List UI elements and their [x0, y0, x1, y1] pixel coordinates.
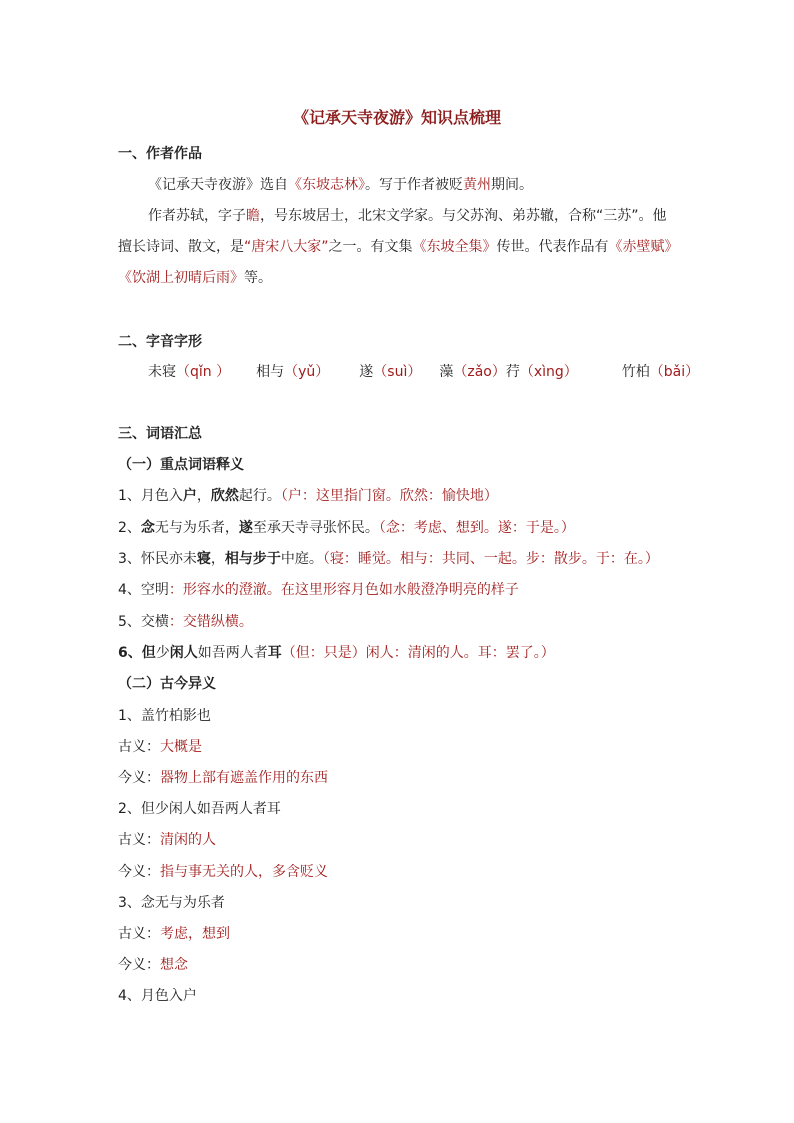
text: 4、	[118, 582, 141, 598]
key-word: 耳	[267, 645, 282, 661]
ancient-modern-title-1: 1、盖竹柏影也	[118, 708, 211, 724]
vocab-row-1	[118, 486, 498, 506]
paragraph-author-line3	[118, 268, 272, 288]
label: 今义：	[118, 957, 160, 973]
document-title: 《记承天寺夜游》知识点梳理	[292, 108, 501, 127]
word: 相与	[256, 364, 285, 380]
key-word: 交横	[140, 614, 169, 630]
text: 擅长诗词、散文，是	[118, 239, 244, 255]
vocab-row-3	[118, 549, 659, 569]
text: 中庭。	[280, 551, 323, 567]
text: ，	[196, 488, 211, 504]
book-title: 《饮湖上初晴后雨》	[118, 270, 244, 286]
key-word: 步于	[252, 551, 281, 567]
section-heading-author: 一、作者作品	[118, 146, 202, 162]
ancient-meaning-1	[118, 737, 202, 757]
text: 。写于作者被贬	[365, 177, 463, 193]
text: 期间。	[491, 177, 533, 193]
text: 传世。代表作品有	[496, 239, 609, 255]
pinyin: （yǔ）	[284, 364, 330, 380]
modern-meaning-3	[118, 955, 188, 975]
explanation: ：形容水的澄澈。在这里形容月色如水般澄净明亮的样子	[168, 582, 519, 598]
text: ，	[210, 551, 225, 567]
meaning: 指与事无关的人，多含贬义	[160, 864, 328, 880]
key-word: 相与	[224, 551, 253, 567]
label: 古义：	[118, 832, 160, 848]
pinyin: （bǎi）	[649, 364, 700, 380]
paragraph-author-line1	[148, 206, 667, 226]
text: 起行。	[238, 488, 281, 504]
vocab-row-6	[118, 643, 555, 663]
book-title: 《东坡志林》	[288, 177, 365, 193]
key-word: 遂	[238, 520, 253, 536]
ancient-modern-title-2: 2、但少闲人如吾两人者耳	[118, 801, 281, 817]
label: 古义：	[118, 926, 160, 942]
text: 如吾两人者	[197, 645, 268, 661]
text: 3、怀民亦未	[118, 551, 197, 567]
key-word: 念	[140, 520, 155, 536]
book-title: 《赤壁赋》	[608, 239, 679, 255]
text: 无与为乐者，	[154, 520, 239, 536]
text: 之一。有文集	[328, 239, 413, 255]
vocab-row-4	[118, 580, 519, 600]
pinyin: （xìng）	[519, 364, 578, 380]
courtesy-name: 瞻	[246, 208, 260, 224]
label: 今义：	[118, 864, 160, 880]
pinyin: （qǐn ）	[176, 364, 231, 380]
meaning: 清闲的人	[160, 832, 216, 848]
section-heading-vocabulary: 三、词语汇总	[118, 426, 202, 442]
section-heading-pronunciation: 二、字音字形	[118, 334, 202, 350]
ancient-modern-title-4: 4、月色入户	[118, 988, 197, 1004]
paragraph-author-line2	[118, 237, 679, 257]
meaning: 器物上部有遮盖作用的东西	[160, 770, 328, 786]
modern-meaning-2	[118, 862, 328, 882]
word: 藻	[439, 364, 454, 380]
text: 5、	[118, 614, 141, 630]
key-word: 空明	[140, 582, 169, 598]
pronunciation-row	[148, 362, 699, 382]
place-name: 黄州	[463, 177, 491, 193]
modern-meaning-1	[118, 768, 328, 788]
label: 今义：	[118, 770, 160, 786]
text: 6、	[118, 645, 142, 661]
key-word: 欣然	[210, 488, 239, 504]
highlight-term: “唐宋八大家”	[244, 239, 329, 255]
word: 遂	[359, 364, 374, 380]
word: 荇	[505, 364, 520, 380]
word: 未寝	[148, 364, 176, 380]
subheading-key-words: （一）重点词语释义	[118, 457, 244, 473]
word: 竹柏	[621, 364, 650, 380]
text: 1、月色入	[118, 488, 183, 504]
ancient-meaning-3	[118, 924, 230, 944]
explanation: （户：这里指门窗。欣然：愉快地）	[280, 488, 498, 504]
vocab-row-2	[118, 518, 575, 538]
explanation: （但：只是）闲人：清闲的人。耳：罢了。）	[281, 645, 555, 661]
pinyin: （suì）	[373, 364, 422, 380]
explanation: （寝：睡觉。相与：共同、一起。步：散步。于：在。）	[322, 551, 659, 567]
ancient-meaning-2	[118, 830, 216, 850]
key-word: 寝	[196, 551, 211, 567]
text: 等。	[244, 270, 272, 286]
text: 至承天寺寻张怀民。	[252, 520, 379, 536]
text: 《记承天寺夜游》选自	[148, 177, 288, 193]
pinyin: （zǎo）	[453, 364, 506, 380]
paragraph-source	[148, 175, 533, 195]
meaning: 想念	[160, 957, 188, 973]
meaning: 考虑，想到	[160, 926, 230, 942]
meaning: 大概是	[160, 739, 202, 755]
vocab-row-5	[118, 612, 253, 632]
ancient-modern-title-3: 3、念无与为乐者	[118, 895, 225, 911]
explanation: （念：考虑、想到。遂：于是。）	[378, 520, 575, 536]
text: 作者苏轼，字子	[148, 208, 246, 224]
text: 少	[155, 645, 170, 661]
book-title: 《东坡全集》	[412, 239, 497, 255]
text: 2、	[118, 520, 141, 536]
key-word: 闲人	[169, 645, 198, 661]
subheading-ancient-modern: （二）古今异义	[118, 676, 216, 692]
text: ，号东坡居士，北宋文学家。与父苏洵、弟苏辙，合称“三苏”。他	[260, 208, 667, 224]
key-word: 但	[141, 645, 156, 661]
key-word: 户	[182, 488, 197, 504]
label: 古义：	[118, 739, 160, 755]
explanation: ：交错纵横。	[168, 614, 253, 630]
